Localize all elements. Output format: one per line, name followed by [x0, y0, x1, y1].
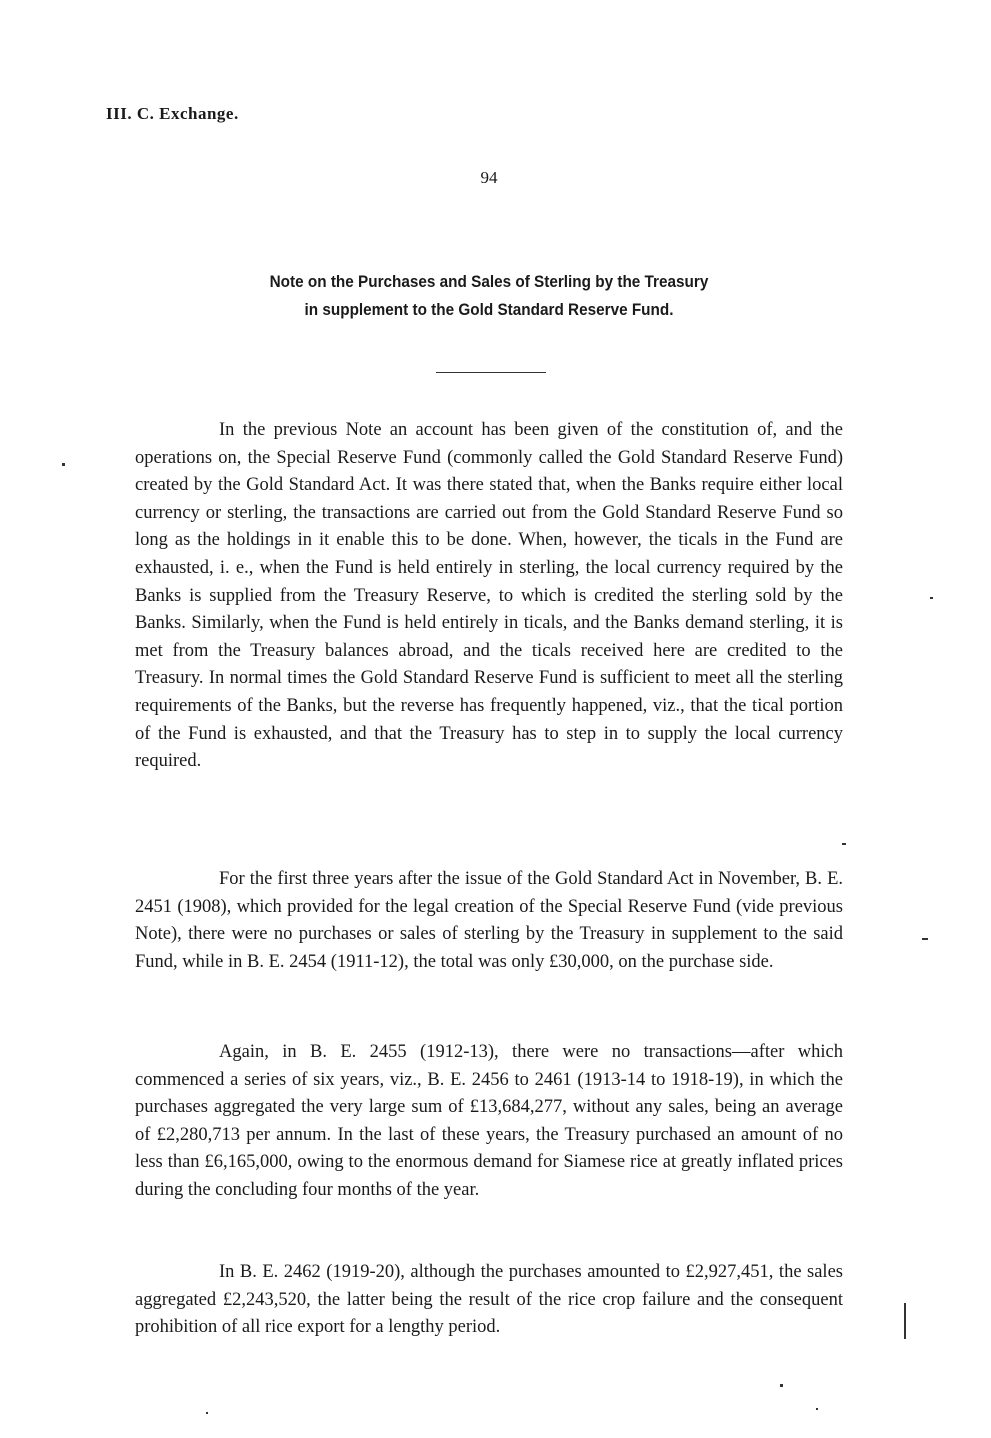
scan-speck — [780, 1384, 783, 1387]
title-line-1: Note on the Purchases and Sales of Sterling by the Treasury — [269, 272, 709, 291]
paragraph-1: In the previous Note an account has been given of the constitution of, and the operations on, the Special Reserve Fund (commonly called the Gold Standard Reserve Fund) created by the Gold Standard Act. It was there stated that, when the Banks require either local currency or sterling, the transactions are carried out from the Gold Standard Reserve Fund so long as the holdings in it enable this to be done. When, however, the ticals in the Fund are exhausted, i. e., when the Fund is held entirely in sterling, the local currency required by the Banks is supplied from the Treasury Reserve, to which is credited the sterling sold by the Banks. Similarly, when the Fund is held entirely in ticals, and the Banks demand sterling, it is met from the Treasury balances abroad, and the ticals received here are credited to the Treasury. In normal times the Gold Standard Reserve Fund is sufficient to meet all the sterling requirements of the Banks, but the reverse has frequently happened, viz., that the tical portion of the Fund is exhausted, and that the Treasury has to step in to supply the local currency required. — [135, 420, 843, 772]
document-title — [49, 268, 929, 324]
title-divider — [436, 372, 546, 373]
scan-speck — [816, 1408, 818, 1410]
paragraph-4: In B. E. 2462 (1919-20), although the purchases amounted to £2,927,451, the sales aggregated £2,243,520, the latter being the result of the rice crop failure and the consequent prohibition of all rice export for a lengthy period. — [135, 1262, 843, 1338]
page-number: 94 — [480, 168, 498, 187]
section-heading: III. C. Exchange. — [106, 104, 239, 123]
scan-speck — [62, 463, 65, 466]
scan-speck — [842, 843, 846, 845]
paragraph-2: For the first three years after the issue of the Gold Standard Act in November, B. E. 2451 (1908), which provided for the legal creation of the Special Reserve Fund (vide previous Note), there were no purchases or sales of sterling by the Treasury in supplement to the said Fund, while in B. E. 2454 (1911-12), the total was only £30,000, on the purchase side. — [135, 869, 843, 972]
paragraph-3: Again, in B. E. 2455 (1912-13), there were no transactions—after which commenced a series of six years, viz., B. E. 2456 to 2461 (1913-14 to 1918-19), in which the purchases aggregated the very large sum of £13,684,277, without any sales, being an average of £2,280,713 per annum. In the last of these years, the Treasury purchased an amount of no less than £6,165,000, owing to the enormous demand for Siamese rice at greatly inflated prices during the concluding four months of the year. — [135, 1042, 843, 1200]
title-line-2: in supplement to the Gold Standard Reserve Fund. — [304, 300, 674, 319]
scan-speck — [930, 597, 933, 599]
scan-speck — [922, 938, 928, 940]
scan-speck — [206, 1412, 208, 1414]
margin-bar — [904, 1303, 906, 1339]
